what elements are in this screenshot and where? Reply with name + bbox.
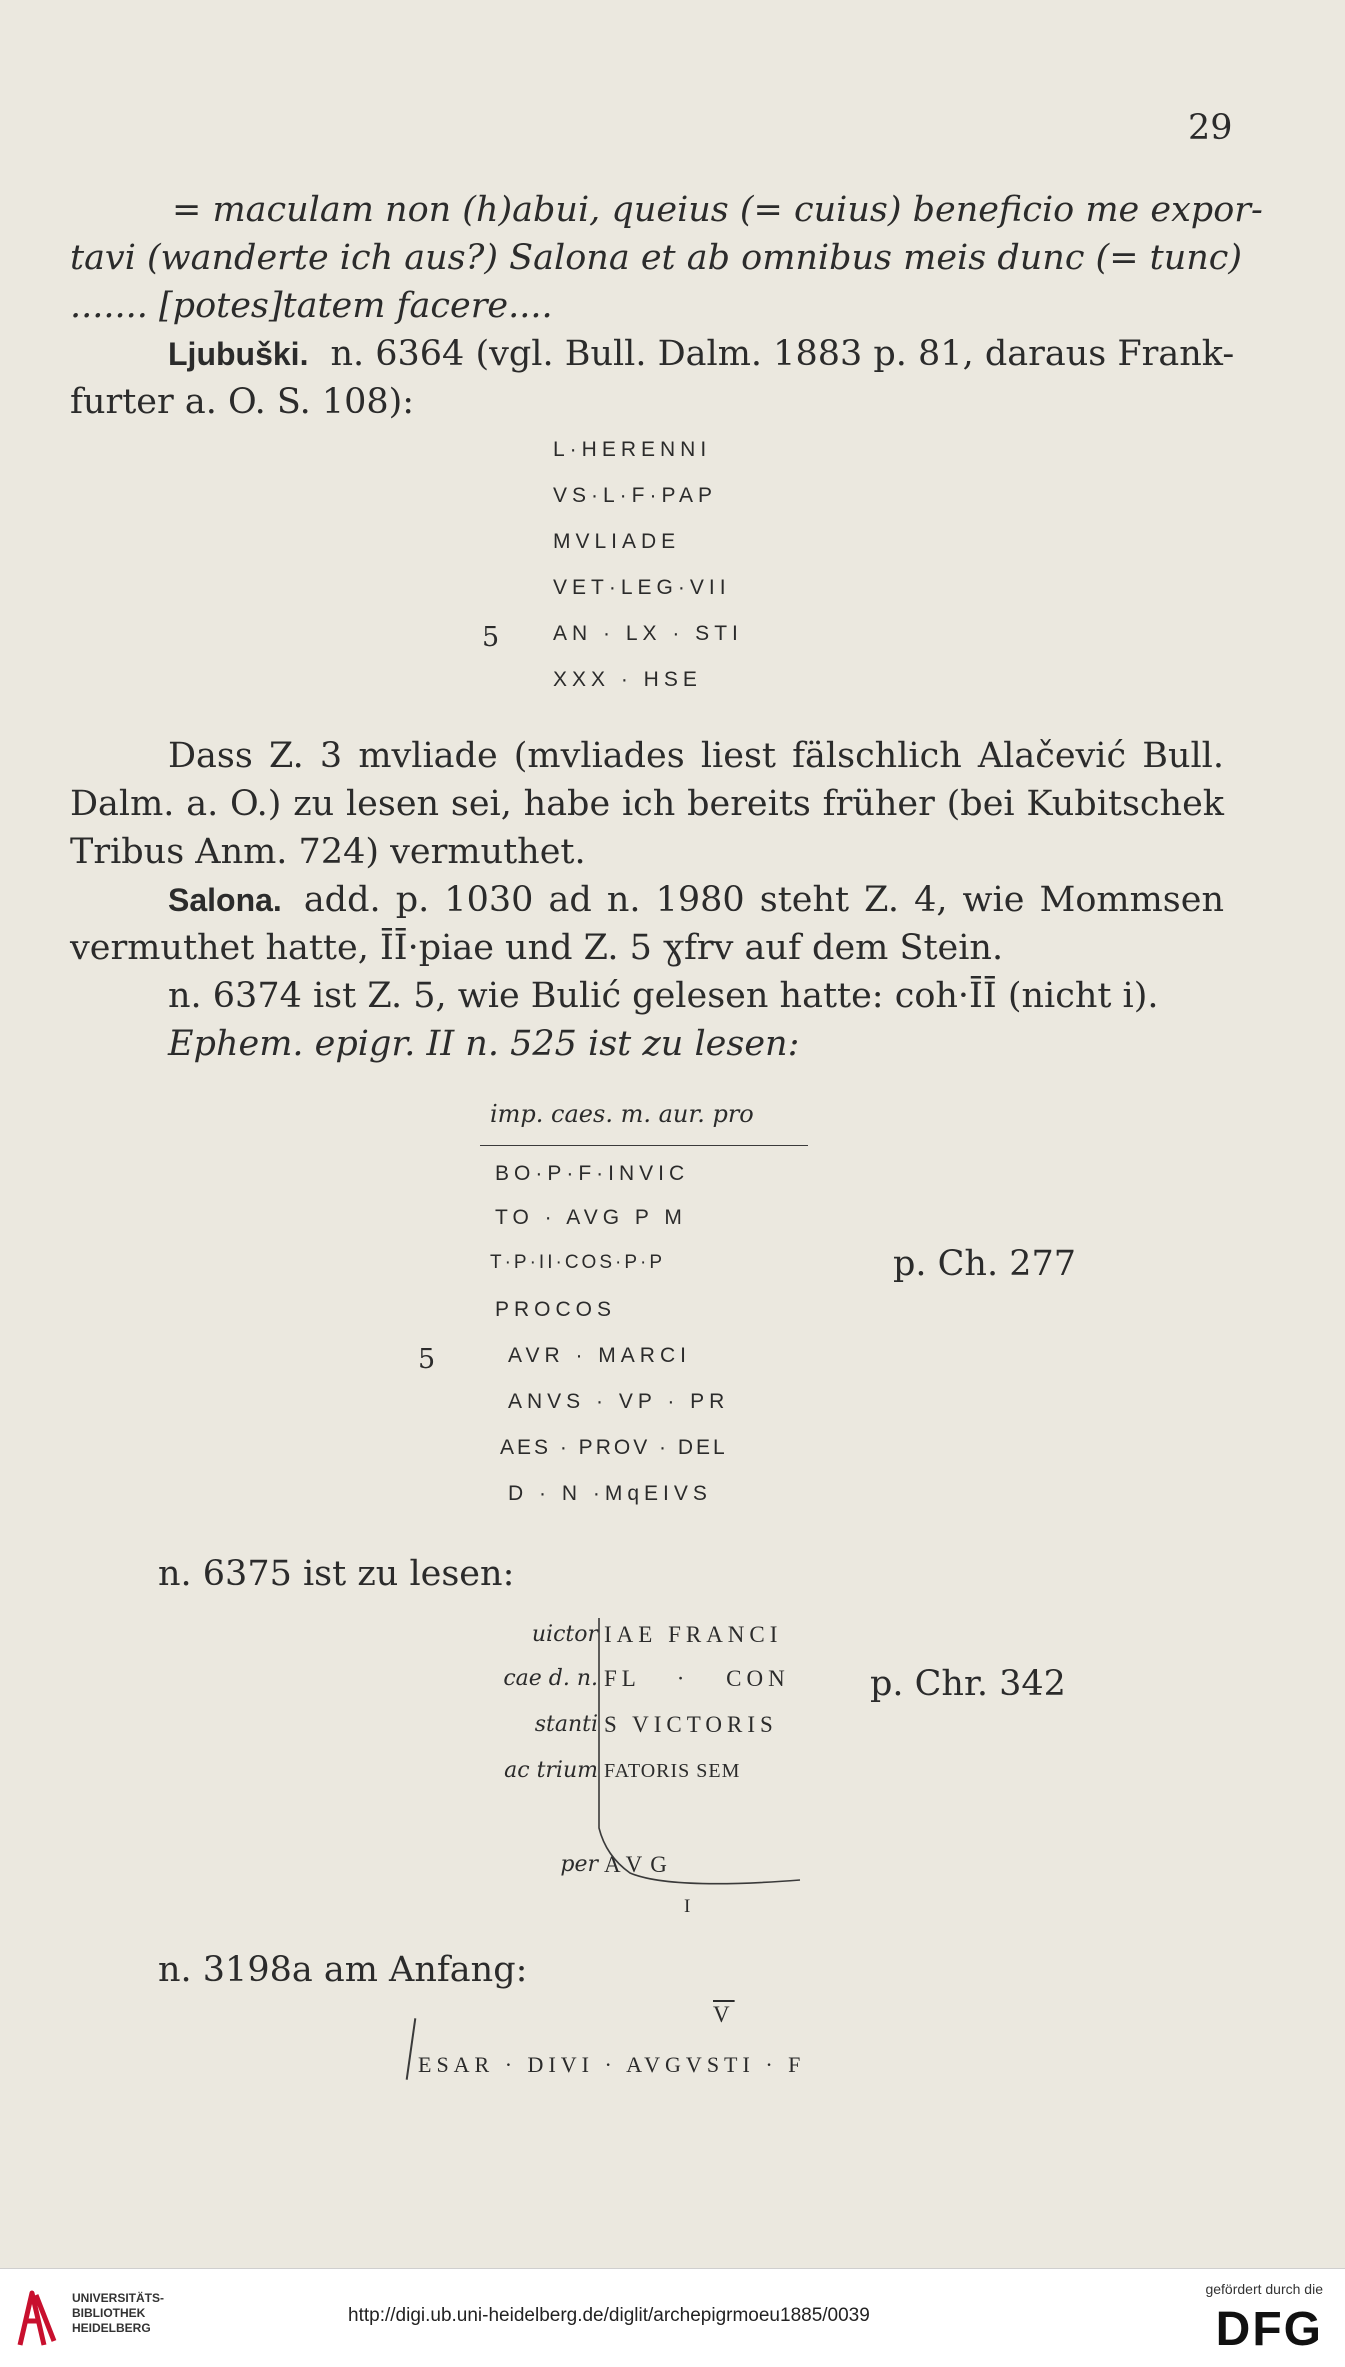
dass-line1: Dass Z. 3 mvliade (mvliades liest fälschlich Alačević Bull.	[168, 736, 1224, 776]
library-logo-icon	[14, 2285, 60, 2351]
inscription2-line: TO · AVG P M	[495, 1206, 687, 1229]
inscription1-line: AN · LX · STI	[553, 622, 743, 645]
library-name-line: BIBLIOTHEK	[72, 2306, 146, 2320]
inscription3-right: IAE FRANCI	[604, 1622, 783, 1647]
dass-line2: Dalm. a. O.) zu lesen sei, habe ich bereits früher (bei Kubitschek	[70, 784, 1224, 824]
inscription1-line: L·HERENNI	[553, 438, 712, 461]
footer-bar	[0, 2268, 1345, 2367]
salona-line4: Ephem. epigr. II n. 525 ist zu lesen:	[168, 1024, 800, 1064]
ljubuski-heading: Ljubuški.	[168, 336, 309, 372]
page-number: 29	[1188, 108, 1233, 148]
inscription2-header: imp. caes. m. aur. pro	[490, 1100, 754, 1128]
inscription4-top: $\overline{V}$	[713, 2002, 735, 2027]
inscription3-left: per	[560, 1852, 598, 1877]
inscription1-line: VET·LEG·VII	[553, 576, 731, 599]
inscription1-line: MVLIADE	[553, 530, 681, 553]
inscription3-left: ac trium	[504, 1758, 598, 1783]
n3198-line: n. 3198a am Anfang:	[158, 1950, 528, 1990]
inscription1-line-number: 5	[482, 622, 500, 653]
inscription3-left: cae d. n.	[503, 1666, 598, 1691]
inscription3-right: AVG	[604, 1852, 675, 1877]
salona-heading: Salona.	[168, 882, 282, 918]
inscription2-line: AVR · MARCI	[508, 1344, 691, 1367]
para1-line1: = maculam non (h)abui, queius (= cuius) beneficio me expor-	[172, 190, 1263, 230]
salona-line1-text: add. p. 1030 ad n. 1980 steht Z. 4, wie Mommsen	[303, 880, 1224, 920]
inscription3-left: stanti	[534, 1712, 598, 1737]
inscription1-line: VS·L·F·PAP	[553, 484, 717, 507]
inscription3-right: FL · CON	[604, 1666, 790, 1691]
para1-line2: tavi (wanderte ich aus?) Salona et ab omnibus meis dunc (= tunc)	[70, 238, 1243, 278]
ljubuski-line1-text: n. 6364 (vgl. Bull. Dalm. 1883 p. 81, daraus Frank-	[330, 334, 1235, 374]
inscription2-line: T·P·II·COS·P·P	[490, 1252, 665, 1273]
library-name	[72, 2291, 164, 2336]
inscription1-line: XXX · HSE	[553, 668, 702, 691]
inscription3-break-line	[590, 1618, 810, 1928]
salona-line3: n. 6374 ist Z. 5, wie Bulić gelesen hatte: coh·ĪĪ (nicht i).	[168, 976, 1159, 1016]
inscription4-break-mark	[406, 2018, 417, 2080]
inscription3-bottom: I	[684, 1896, 696, 1917]
library-name-line: HEIDELBERG	[72, 2321, 151, 2335]
salona-line1	[168, 876, 1224, 924]
ljubuski-line1	[168, 330, 1235, 378]
inscription4-line: ESAR · DIVI · AVGVSTI · F	[418, 2052, 806, 2077]
inscription2-line: PROCOS	[495, 1298, 617, 1321]
inscription3-right: S VICTORIS	[604, 1712, 778, 1737]
salona-line2: vermuthet hatte, ĪĪ·piae und Z. 5 ɣfrv auf dem Stein.	[70, 928, 1004, 968]
sponsor-text: gefördert durch die	[1205, 2281, 1323, 2297]
inscription2-line-number: 5	[418, 1344, 436, 1375]
inscription2-rule	[480, 1145, 808, 1146]
para1-line3: ....... [potes]tatem facere....	[70, 286, 553, 326]
dass-line3: Tribus Anm. 724) vermuthet.	[70, 832, 586, 872]
inscription2-line: BO·P·F·INVIC	[495, 1162, 690, 1185]
inscription3-left: uictor	[531, 1622, 598, 1647]
inscription2-line: ANVS · VP · PR	[508, 1390, 730, 1413]
dfg-logo: DFG	[1215, 2303, 1323, 2356]
ljubuski-line2: furter a. O. S. 108):	[70, 382, 415, 422]
inscription2-date: p. Ch. 277	[893, 1244, 1077, 1284]
inscription3-right: FATORIS SEM	[604, 1760, 741, 1782]
source-url-link[interactable]: http://digi.ub.uni-heidelberg.de/diglit/archepigrmoeu1885/0039	[348, 2305, 870, 2326]
inscription2-line: D · N ·MqEIVS	[508, 1482, 712, 1505]
inscription3-date: p. Chr. 342	[870, 1664, 1066, 1704]
library-name-line: UNIVERSITÄTS-	[72, 2291, 165, 2305]
inscription2-line: AES · PROV · DEL	[500, 1436, 728, 1459]
n6375-line: n. 6375 ist zu lesen:	[158, 1554, 515, 1594]
